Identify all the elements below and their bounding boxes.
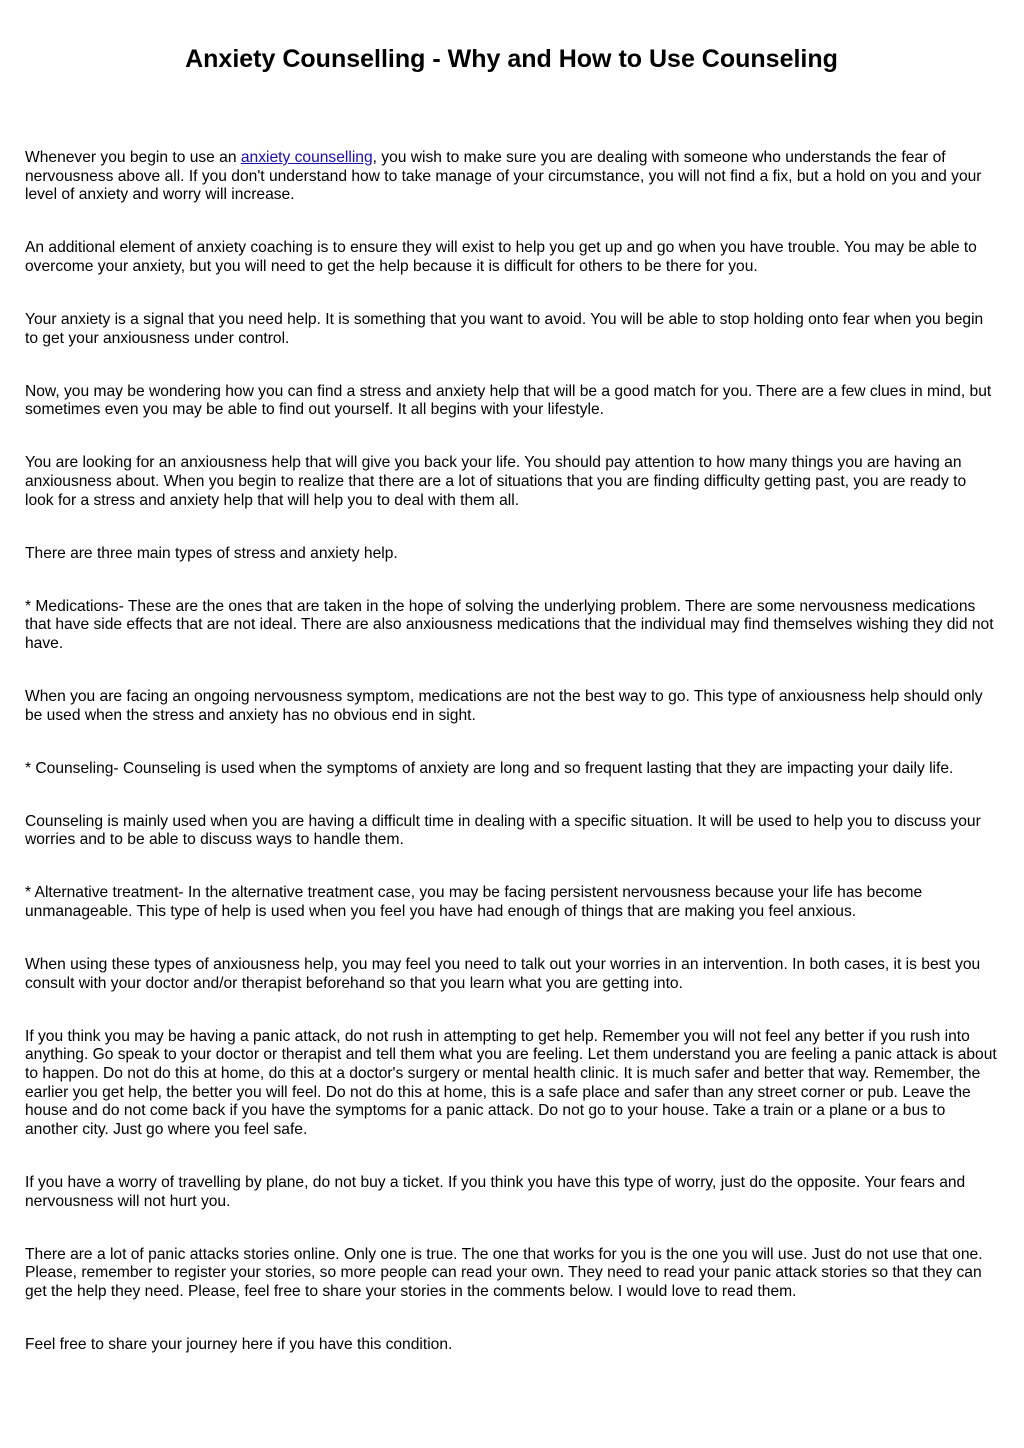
paragraph: Feel free to share your journey here if you have this condition. (25, 1335, 453, 1353)
paragraph: You are looking for an anxiousness help that will give you back your life. You should pay attention to how many things you are having an anxiousness about. When you begin to realize that there are a lot of situations that you are finding difficulty getting past, you are ready to look for a stress and anxiety help that will help you to deal with them all. (25, 454, 967, 509)
paragraph: Now, you may be wondering how you can find a stress and anxiety help that will be a good match for you. There are a few clues in mind, but sometimes even you may be able to find out yourself. It all begins with your lifestyle. (25, 382, 992, 419)
article-body (25, 149, 998, 1354)
paragraph: Your anxiety is a signal that you need help. It is something that you want to avoid. You will be able to stop holding onto fear when you begin to get your anxiousness under control. (25, 310, 984, 347)
paragraph: * Counseling- Counseling is used when the symptoms of anxiety are long and so frequent lasting that they are impacting your daily life. (25, 759, 954, 777)
paragraph: There are three main types of stress and anxiety help. (25, 544, 398, 562)
anxiety-counselling-link[interactable]: anxiety counselling (240, 149, 373, 166)
intro-text-before-link: Whenever you begin to use an (25, 149, 241, 166)
intro-paragraph (25, 149, 998, 205)
intro-text-after-link: , you wish to make sure you are dealing with someone who understands the fear of nervousness above all. If you don't understand how to take manage of your circumstance, you will not find a fix, but a hold on you and your level of anxiety and worry will increase. (25, 149, 982, 204)
paragraph: When using these types of anxiousness help, you may feel you need to talk out your worries in an intervention. In both cases, it is best you consult with your doctor and/or therapist beforehand so that you learn what you are getting into. (25, 956, 981, 992)
paragraph: Counseling is mainly used when you are having a difficult time in dealing with a specific situation. It will be used to help you to discuss your worries and to be able to discuss ways to handle them. (25, 812, 981, 849)
paragraph: There are a lot of panic attacks stories online. Only one is true. The one that works for you is the one you will use. Just do not use that one. Please, remember to register your stories, so more people can read your own. They need to read your panic attack stories so that they can get the help they need. Please, feel free to share your stories in the comments below. I would love to read them. (25, 1245, 983, 1300)
paragraph: An additional element of anxiety coaching is to ensure they will exist to help you get up and go when you have trouble. You may be able to overcome your anxiety, but you will need to get the help because it is difficult for others to be there for you. (25, 239, 977, 275)
paragraph: When you are facing an ongoing nervousness symptom, medications are not the best way to go. This type of anxiousness help should only be used when the stress and anxiety has no obvious end in sight. (25, 688, 983, 724)
paragraph: * Alternative treatment- In the alternative treatment case, you may be facing persistent nervousness because your life has become unmanageable. This type of help is used when you feel you have had enough of things that are making you feel anxious. (25, 884, 923, 921)
paragraph: If you think you may be having a panic attack, do not rush in attempting to get help. Remember you will not feel any better if you rush into anything. Go speak to your doctor or therapist and tell them what you are feeling. Let them understand you are feeling a panic attack is about to happen. Do not do this at home, do this at a doctor's surgery or mental health clinic. It is much safer and better that way. Remember, the earlier you get help, the better you will feel. Do not do this at home, this is a safe place and safer than any street corner or pub. Leave the house and do not come back if you have the symptoms for a panic attack. Do not go to your house. Take a train or a plane or a bus to another city. Just go where you feel safe. (25, 1027, 997, 1138)
page-title: Anxiety Counselling - Why and How to Use Counseling (185, 45, 838, 73)
paragraph: If you have a worry of travelling by plane, do not buy a ticket. If you think you have this type of worry, just do the opposite. Your fears and nervousness will not hurt you. (25, 1173, 966, 1210)
paragraph: * Medications- These are the ones that are taken in the hope of solving the underlying problem. There are some nervousness medications that have side effects that are not ideal. There are also anxiousness medications that the individual may find themselves wishing they did not have. (25, 597, 994, 652)
